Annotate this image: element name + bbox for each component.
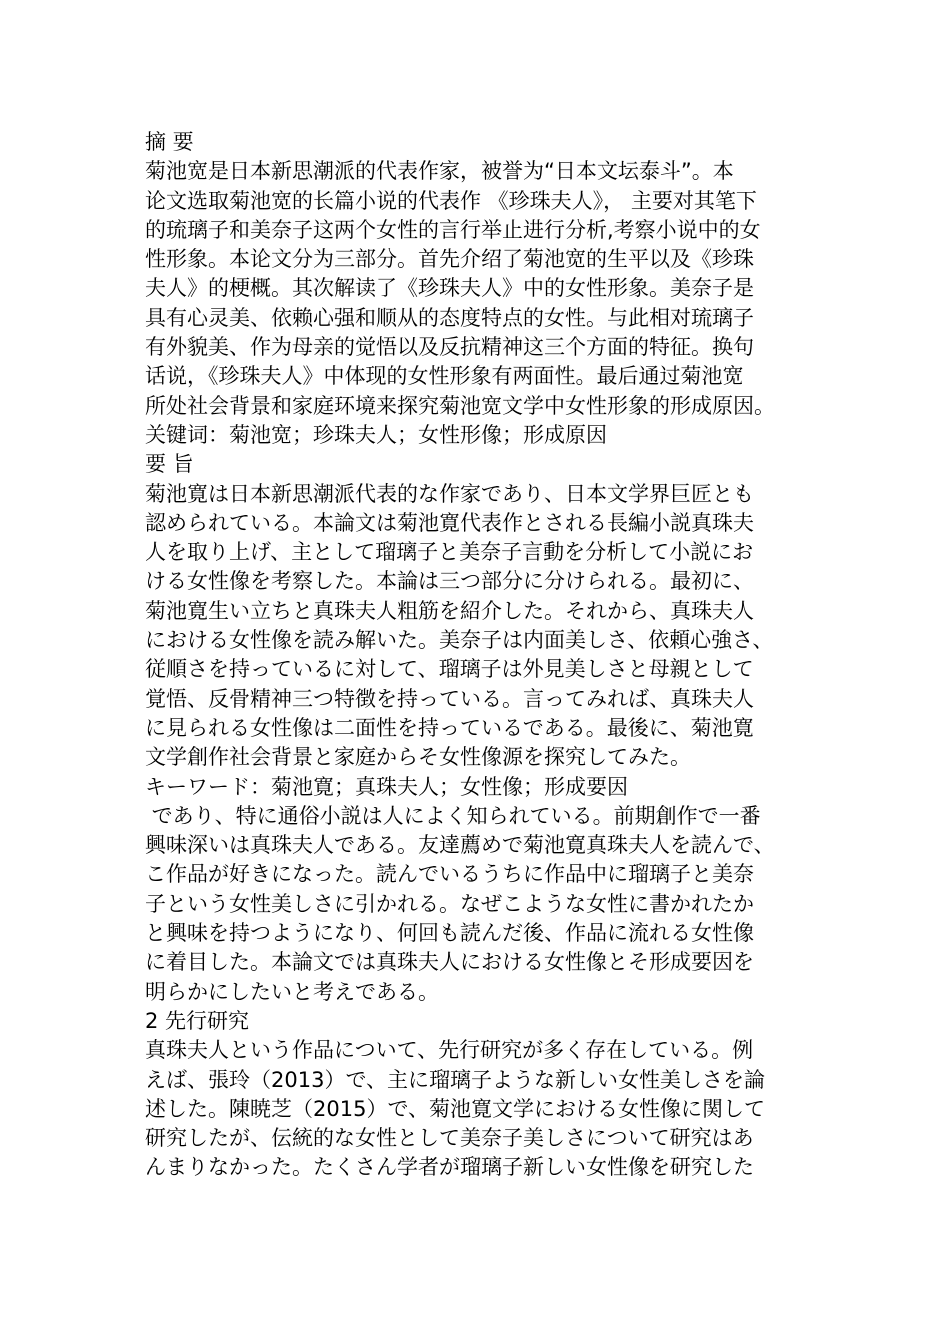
summary-line: 文学創作社会背景と家庭からそ女性像源を探究してみた。 <box>145 745 691 770</box>
abstract-line: 具有心灵美、依赖心强和顺从的态度特点的女性。与此相对琉璃子 <box>145 305 754 330</box>
summary-line: に見られる女性像は二面性を持っているである。最後に、菊池寛 <box>145 715 754 740</box>
heading-abstract-chinese: 摘 要 <box>145 130 194 154</box>
summary-line: 菊池寛生い立ちと真珠夫人粗筋を紹介した。それから、真珠夫人 <box>145 598 754 623</box>
body-line: に着目した。本論文では真珠夫人における女性像とそ形成要因を <box>145 950 754 975</box>
body-line: こ作品が好きになった。読んでいるうちに作品中に瑠璃子と美奈 <box>145 862 754 887</box>
abstract-line: 性形象。本论文分为三部分。首先介绍了菊池宽的生平以及《珍珠 <box>145 247 754 272</box>
summary-line: における女性像を読み解いた。美奈子は内面美しさ、依頼心強さ、 <box>145 628 774 653</box>
summary-line: 覚悟、反骨精神三つ特徴を持っている。言ってみれば、真珠夫人 <box>145 686 754 711</box>
abstract-line: 所处社会背景和家庭环境来探究菊池宽文学中女性形象的形成原因。 <box>145 393 775 418</box>
abstract-line: 话说，《珍珠夫人》中体现的女性形象有两面性。最后通过菊池宽 <box>145 364 744 389</box>
body-line: であり、特に通俗小説は人によく知られている。前期創作で一番 <box>145 803 761 828</box>
abstract-line: 的琉璃子和美奈子这两个女性的言行举止进行分析,考察小说中的女 <box>145 217 761 242</box>
body-line: んまりなかった。たくさん学者が瑠璃子新しい女性像を研究した <box>145 1155 754 1180</box>
keywords-japanese: キーワード：菊池寛；真珠夫人；女性像；形成要因 <box>145 774 628 799</box>
summary-line: 従順さを持っているに対して、瑠璃子は外見美しさと母親として <box>145 657 754 682</box>
body-line: えば、張玲（2013）で、主に瑠璃子ような新しい女性美しさを論 <box>145 1067 766 1092</box>
abstract-line: 论文选取菊池宽的长篇小说的代表作 《珍珠夫人》， 主要对其笔下 <box>145 188 757 213</box>
keywords-chinese: 关键词：菊池宽；珍珠夫人；女性形像；形成原因 <box>145 422 607 447</box>
body-line: 子という女性美しさに引かれる。なぜこような女性に書かれたか <box>145 891 754 916</box>
summary-line: 認められている。本論文は菊池寛代表作とされる長編小説真珠夫 <box>145 510 754 535</box>
body-line: 研究したが、伝統的な女性として美奈子美しさについて研究はあ <box>145 1126 754 1151</box>
abstract-line: 夫人》的梗概。其次解读了《珍珠夫人》中的女性形象。美奈子是 <box>145 276 754 301</box>
abstract-line: 菊池宽是日本新思潮派的代表作家，被誉为“日本文坛泰斗”。本 <box>145 159 734 184</box>
body-line: と興味を持つようになり、何回も読んだ後、作品に流れる女性像 <box>145 921 754 946</box>
section-heading-prior-research: 2 先行研究 <box>145 1008 250 1033</box>
document-body <box>145 128 810 1183</box>
body-line: 真珠夫人という作品について、先行研究が多く存在している。例 <box>145 1038 754 1063</box>
heading-abstract-japanese: 要 旨 <box>145 452 194 477</box>
summary-line: 菊池寛は日本新思潮派代表的な作家であり、日本文学界巨匠とも <box>145 481 754 506</box>
abstract-line: 有外貌美、作为母亲的觉悟以及反抗精神这三个方面的特征。换句 <box>145 335 754 360</box>
body-line: 興味深いは真珠夫人である。友達薦めで菊池寛真珠夫人を読んで、 <box>145 833 775 858</box>
summary-line: 人を取り上げ、主として瑠璃子と美奈子言動を分析して小説にお <box>145 540 754 565</box>
body-line: 明らかにしたいと考えである。 <box>145 979 439 1004</box>
summary-line: ける女性像を考察した。本論は三つ部分に分けられる。最初に、 <box>145 569 754 594</box>
body-line: 述した。陳暁芝（2015）で、菊池寛文学における女性像に関して <box>145 1096 766 1121</box>
